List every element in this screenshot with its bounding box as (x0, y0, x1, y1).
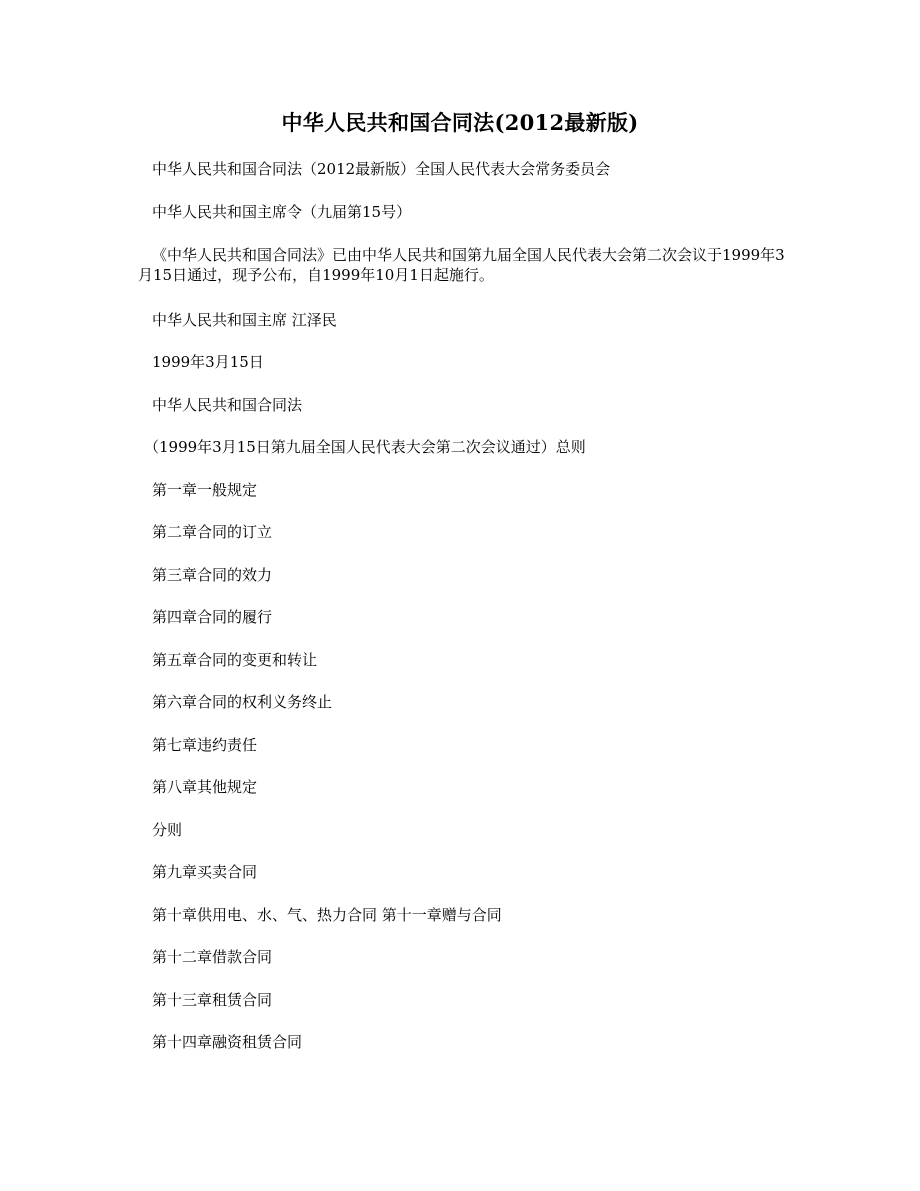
paragraph-signatory: 中华人民共和国主席 江泽民 (152, 311, 337, 329)
toc-item: 第三章合同的效力 (152, 566, 273, 584)
toc-item: 第九章买卖合同 (152, 863, 258, 881)
toc-item: 第一章一般规定 (152, 481, 258, 499)
paragraph-law-name: 中华人民共和国合同法 (152, 396, 303, 414)
toc-item: 第十二章借款合同 (152, 948, 273, 966)
toc-item: 第二章合同的订立 (152, 523, 273, 541)
paragraph-adoption-note: （1999年3月15日第九届全国人民代表大会第二次会议通过）总则 (144, 438, 586, 456)
toc-item: 第六章合同的权利义务终止 (152, 693, 333, 711)
toc-section: 分则 (152, 821, 183, 839)
document-title: 中华人民共和国合同法(2012最新版) (281, 110, 639, 135)
toc-item: 第五章合同的变更和转让 (152, 651, 318, 669)
paragraph-decree: 中华人民共和国主席令（九届第15号） (152, 203, 412, 221)
toc-item: 第十章供用电、水、气、热力合同 第十一章赠与合同 (152, 906, 502, 924)
paragraph-date: 1999年3月15日 (152, 353, 264, 371)
toc-item: 第四章合同的履行 (152, 608, 273, 626)
toc-item: 第十三章租赁合同 (152, 991, 273, 1009)
toc-item: 第七章违约责任 (152, 736, 258, 754)
toc-item: 第十四章融资租赁合同 (152, 1033, 303, 1051)
toc-item: 第八章其他规定 (152, 778, 258, 796)
paragraph-heading-info: 中华人民共和国合同法（2012最新版）全国人民代表大会常务委员会 (152, 160, 611, 178)
paragraph-announcement: 《中华人民共和国合同法》已由中华人民共和国第九届全国人民代表大会第二次会议于1999年3月15日通过，现予公布，自1999年10月1日起施行。 (138, 246, 785, 284)
